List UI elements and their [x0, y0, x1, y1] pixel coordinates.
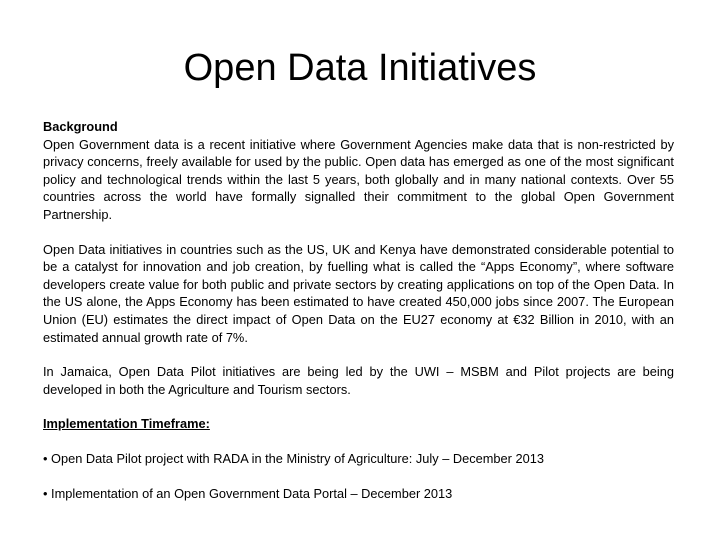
implementation-item-2: • Implementation of an Open Government Data Portal – December 2013 — [43, 485, 453, 501]
implementation-heading: Implementation Timeframe: — [43, 416, 210, 432]
slide-title: Open Data Initiatives — [183, 47, 537, 89]
background-paragraph-1: Open Government data is a recent initiative where Government Agencies make data that is non-restricted by privacy concerns, freely available for used by the public. Open data has emerged as one of the most significant policy and technological trends within the last 5 years, both globally and in many national contexts. Over 55 countries across the world have formally signalled their commitment to the global Open Government Partnership. — [43, 136, 674, 222]
background-heading: Background — [43, 119, 118, 134]
background-paragraph-2: Open Data initiatives in countries such as the US, UK and Kenya have demonstrated considerable potential to be a catalyst for innovation and job creation, by fuelling what is called the “Apps Economy”, where software developers create value for both public and private sectors by creating applications on top of the Open Data. In the US alone, the Apps Economy has been estimated to have created 450,000 jobs since 2007. The European Union (EU) estimates the direct impact of Open Data on the EU27 economy at €32 Billion in 2010, with an estimated annual growth rate of 7%. — [43, 241, 674, 345]
background-paragraph-3: In Jamaica, Open Data Pilot initiatives are being led by the UWI – MSBM and Pilot projects are being developed in both the Agriculture and Tourism sectors. — [43, 364, 674, 397]
slide-content — [43, 118, 674, 502]
implementation-item-1: • Open Data Pilot project with RADA in the Ministry of Agriculture: July – December 2013 — [43, 450, 544, 466]
